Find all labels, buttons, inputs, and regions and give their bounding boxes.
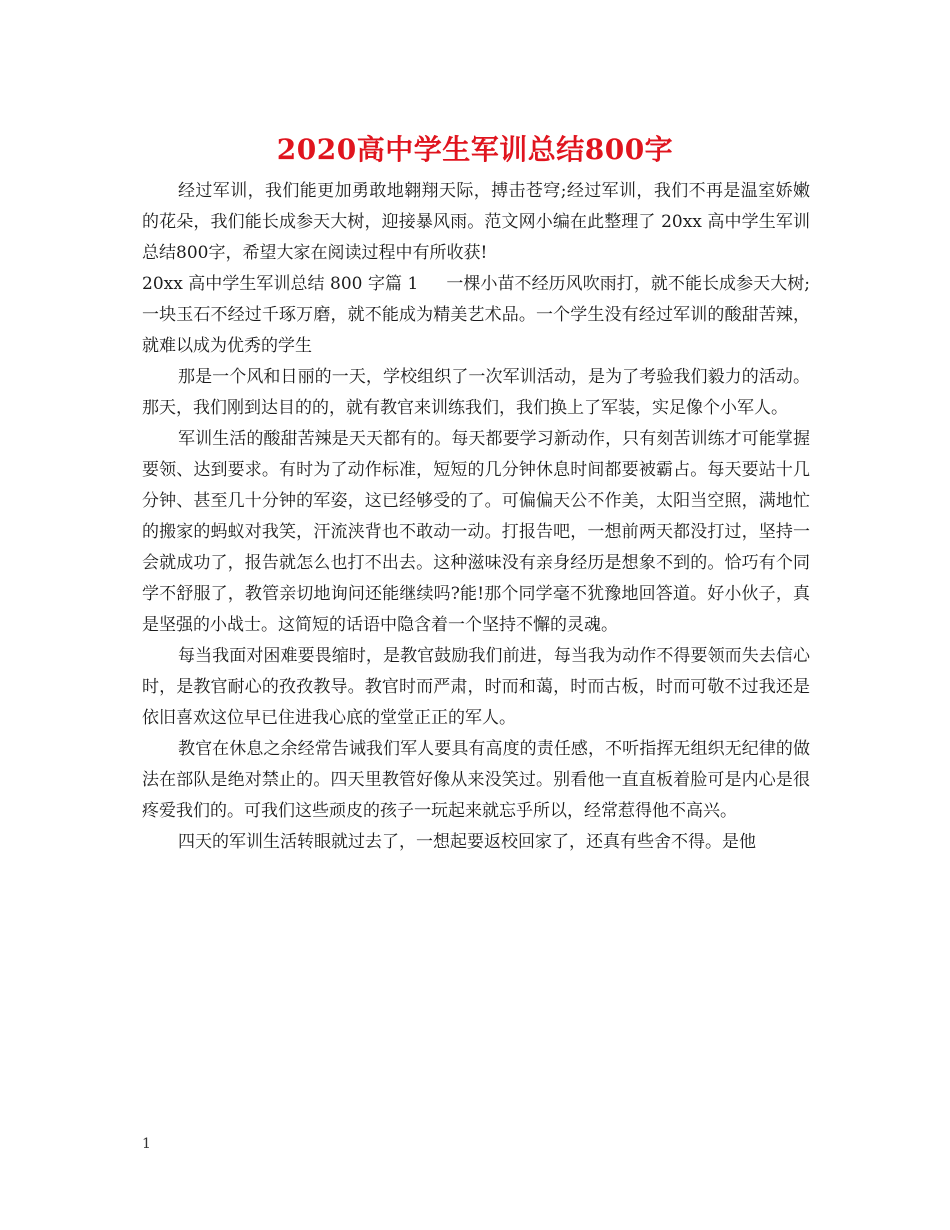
body-paragraph-1: 那是一个风和日丽的一天，学校组织了一次军训活动，是为了考验我们毅力的活动。那天，我们刚到达目的的，就有教官来训练我们，我们换上了军装，实足像个小军人。: [142, 367, 810, 418]
document-body: [142, 176, 810, 858]
document-title: 2020高中学生军训总结800字: [276, 133, 674, 166]
intro-paragraph: 经过军训，我们能更加勇敢地翱翔天际，搏击苍穹;经过军训，我们不再是温室娇嫩的花朵，我们能长成参天大树，迎接暴风雨。范文网小编在此整理了 20xx 高中学生军训总结800字，希望大家在阅读过程中有所收获!: [142, 181, 810, 263]
body-paragraph-3: 每当我面对困难要畏缩时，是教官鼓励我们前进，每当我为动作不得要领而失去信心时，是教官耐心的孜孜教导。教官时而严肃，时而和蔼，时而古板，时而可敬不过我还是依旧喜欢这位早已住进我心底的堂堂正正的军人。: [142, 646, 810, 728]
page-number: 1: [142, 1136, 151, 1152]
body-paragraph-2: 军训生活的酸甜苦辣是天天都有的。每天都要学习新动作，只有刻苦训练才可能掌握要领、达到要求。有时为了动作标准，短短的几分钟休息时间都要被霸占。每天要站十几分钟、甚至几十分钟的军姿，这已经够受的了。可偏偏天公不作美，太阳当空照，满地忙的搬家的蚂蚁对我笑，汗流浃背也不敢动一动。打报告吧，一想前两天都没打过，坚持一会就成功了，报告就怎么也打不出去。这种滋味没有亲身经历是想象不到的。恰巧有个同学不舒服了，教管亲切地询问还能继续吗?能!那个同学毫不犹豫地回答道。好小伙子，真是坚强的小战士。这简短的话语中隐含着一个坚持不懈的灵魂。: [142, 429, 810, 635]
section-lead: 一棵小苗不经历风吹雨打，就不能长成参天大树;一块玉石不经过千琢万磨，就不能成为精美艺术品。一个学生没有经过军训的酸甜苦辣，就难以成为优秀的学生: [142, 274, 811, 356]
body-paragraph-5: 四天的军训生活转眼就过去了，一想起要返校回家了，还真有些舍不得。是他: [178, 832, 756, 852]
section-heading: 20xx 高中学生军训总结 800 字篇 1: [142, 274, 419, 294]
section-paragraph: [142, 269, 810, 362]
body-paragraph-4: 教官在休息之余经常告诫我们军人要具有高度的责任感，不听指挥无组织无纪律的做法在部队是绝对禁止的。四天里教管好像从来没笑过。别看他一直直板着脸可是内心是很疼爱我们的。可我们这些顽皮的孩子一玩起来就忘乎所以，经常惹得他不高兴。: [142, 739, 810, 821]
